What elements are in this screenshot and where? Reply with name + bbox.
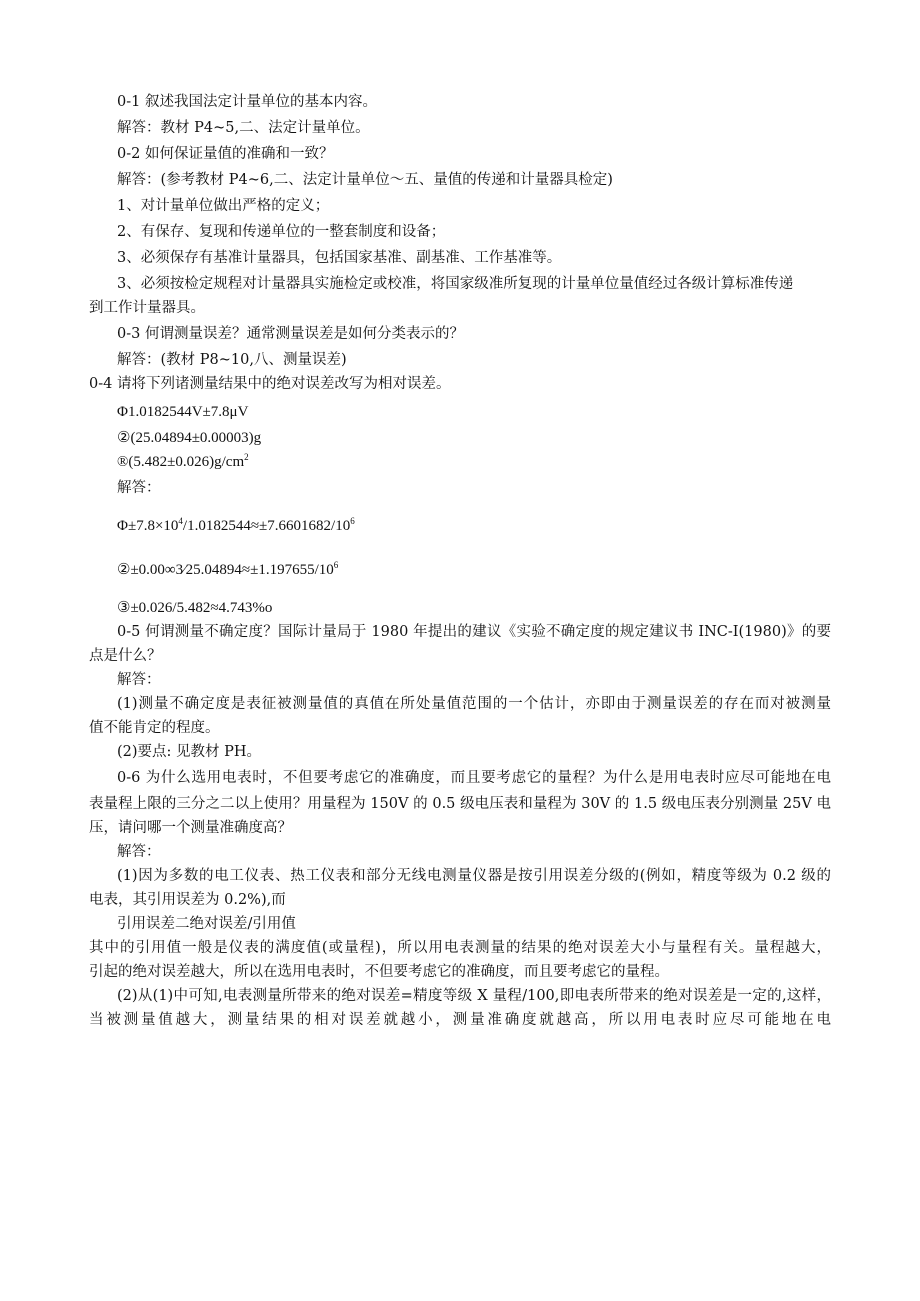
- formula-reference-error: 引用误差二绝对误差/引用值: [117, 916, 296, 932]
- question-0-6: 0-6 为什么选用电表时，不但要考虑它的准确度，而且要考虑它的量程？为什么是用电表时应尽可能地在电: [117, 770, 831, 786]
- result-3: ③±0.026/5.482≈4.743%o: [117, 600, 273, 616]
- result-1: $\Phi\pm 7.8\times 10^4/1.0182544\approx\pm 7.6601682/10^6$: [117, 516, 355, 534]
- answer-0-2-item-4-cont: 到工作计量器具。: [89, 300, 205, 316]
- question-0-4: 0-4 请将下列诸测量结果中的绝对误差改写为相对误差。: [89, 376, 451, 392]
- answer-0-5-label: 解答：: [117, 672, 161, 688]
- question-0-5: 0-5 何谓测量不确定度？国际计量局于 1980 年提出的建议《实验不确定度的规定建议书 INC-I(1980)》的要: [117, 624, 831, 640]
- answer-0-1: 解答：教材 P4~5,二、法定计量单位。: [117, 120, 370, 136]
- answer-0-2-intro: 解答：(参考教材 P4~6,二、法定计量单位～五、量值的传递和计量器具检定): [117, 172, 613, 188]
- question-0-2: 0-2 如何保证量值的准确和一致？: [117, 146, 334, 162]
- answer-0-5-point-2: (2)要点: 见教材 PH。: [117, 744, 262, 760]
- measurement-1: Φ1.0182544V±7.8μV: [117, 404, 249, 420]
- question-0-1: 0-1 叙述我国法定计量单位的基本内容。: [117, 94, 377, 110]
- answer-0-2-item-3: 3、必须保存有基准计量器具，包括国家基准、副基准、工作基准等。: [117, 250, 562, 266]
- question-0-5-cont: 点是什么？: [89, 648, 162, 664]
- answer-0-5-point-1-cont: 值不能肯定的程度。: [89, 720, 220, 736]
- answer-0-6-explanation: 其中的引用值一般是仪表的满度值(或量程)，所以用电表测量的结果的绝对误差大小与量程有关。量程越大，: [89, 940, 831, 956]
- measurement-3: $®(5.482\pm 0.026)g/cm^2$: [117, 452, 249, 470]
- answer-0-6-point-2-cont: 当被测量值越大，测量结果的相对误差就越小，测量准确度就越高，所以用电表时应尽可能地在电: [89, 1012, 831, 1028]
- result-2: $②\pm 0.00\infty 3⁄25.04894\approx\pm 1.197655/10^6$: [117, 560, 339, 578]
- answer-0-4-label: 解答：: [117, 480, 161, 496]
- question-0-6-cont-1: 表量程上限的三分之二以上使用？用量程为 150V 的 0.5 级电压表和量程为 30V 的 1.5 级电压表分别测量 25V 电: [89, 796, 831, 812]
- answer-0-2-item-1: 1、对计量单位做出严格的定义；: [117, 198, 330, 214]
- answer-0-6-point-1-cont: 电表，其引用误差为 0.2%),而: [89, 892, 286, 908]
- answer-0-5-point-1: (1)测量不确定度是表征被测量值的真值在所处量值范围的一个估计，亦即由于测量误差的存在而对被测量: [117, 696, 831, 712]
- answer-0-6-explanation-cont: 引起的绝对误差越大，所以在选用电表时，不但要考虑它的准确度，而且要考虑它的量程。: [89, 964, 669, 980]
- answer-0-6-point-2: (2)从(1)中可知,电表测量所带来的绝对误差=精度等级 X 量程/100,即电表所带来的绝对误差是一定的,这样，: [117, 988, 831, 1004]
- answer-0-6-point-1: (1)因为多数的电工仪表、热工仪表和部分无线电测量仪器是按引用误差分级的(例如，精度等级为 0.2 级的: [117, 868, 831, 884]
- question-0-6-cont-2: 压，请问哪一个测量准确度高？: [89, 820, 292, 836]
- answer-0-6-label: 解答：: [117, 844, 161, 860]
- answer-0-2-item-2: 2、有保存、复现和传递单位的一整套制度和设备；: [117, 224, 446, 240]
- answer-0-2-item-4: 3、必须按检定规程对计量器具实施检定或校准，将国家级准所复现的计量单位量值经过各级计算标准传递: [117, 276, 794, 292]
- measurement-2: ②(25.04894±0.00003)g: [117, 430, 262, 446]
- question-0-3: 0-3 何谓测量误差？通常测量误差是如何分类表示的？: [117, 326, 464, 342]
- answer-0-3: 解答：(教材 P8~10,八、测量误差): [117, 352, 347, 368]
